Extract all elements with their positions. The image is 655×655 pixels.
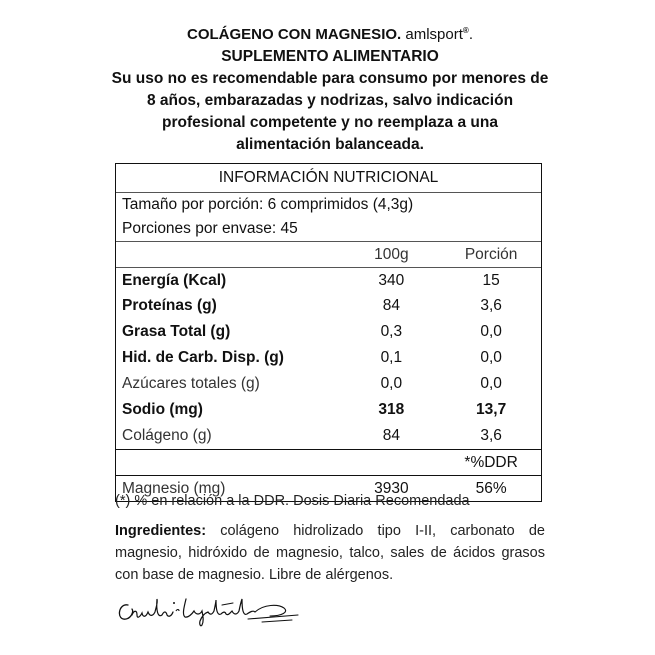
warning-line-3: profesional competente y no reemplaza a una: [162, 114, 498, 131]
nutrient-value-portion: 15: [482, 271, 500, 289]
nutrient-label: Hid. de Carb. Disp. (g): [122, 349, 284, 366]
nutrient-label: Proteínas (g): [122, 297, 217, 314]
nutrient-row-sodium: [116, 397, 541, 423]
nutrition-title-row: [116, 164, 541, 192]
brand-name: amlsport: [405, 26, 463, 43]
nutrient-value-100g: 0,0: [380, 375, 403, 392]
serving-size: Tamaño por porción: 6 comprimidos (4,3g): [122, 196, 414, 213]
label-header: [60, 20, 600, 156]
ingredients-text: colágeno hidrolizado tipo I-II, carbonato de magnesio, hidróxido de magnesio, talco, sales de ácidos grasos con base de magnesio. Libre de alérgenos.: [115, 523, 545, 583]
registered-mark: ®: [462, 26, 469, 35]
nutrient-value-100g: 3930: [374, 479, 409, 497]
nutrient-value-100g: 84: [382, 427, 400, 444]
nutrient-label: Grasa Total (g): [122, 323, 231, 340]
product-name: COLÁGENO CON MAGNESIO.: [187, 26, 402, 43]
handwritten-signature: [112, 585, 312, 630]
nutrient-label: Sodio (mg): [122, 401, 203, 418]
servings-per-container-row: [116, 217, 541, 241]
title-period: .: [468, 26, 473, 43]
nutrient-value-portion: 3,6: [480, 297, 502, 314]
nutrient-row-energy: [116, 267, 541, 293]
nutrient-value-100g: 0,1: [380, 349, 403, 366]
nutrient-value-ddr: 56%: [475, 479, 507, 497]
nutrient-label: Azúcares totales (g): [122, 375, 260, 392]
supplement-subtitle: SUPLEMENTO ALIMENTARIO: [221, 48, 439, 65]
product-title: [60, 20, 600, 46]
nutrient-value-100g: 0,3: [380, 323, 403, 340]
nutrient-label: Energía (Kcal): [122, 271, 227, 289]
column-header-100g: 100g: [374, 245, 409, 263]
warning-line-4: alimentación balanceada.: [236, 136, 424, 153]
nutrient-label: Magnesio (mg): [122, 479, 226, 497]
nutrition-title: INFORMACIÓN NUTRICIONAL: [218, 169, 439, 186]
nutrient-row-carbs: [116, 345, 541, 371]
nutrient-row-protein: [116, 293, 541, 319]
column-header-portion: Porción: [464, 245, 518, 263]
serving-size-row: [116, 192, 541, 217]
nutrient-value-portion: 0,0: [480, 349, 502, 366]
ingredients-label: Ingredientes:: [115, 523, 207, 539]
nutrition-facts-table: [115, 163, 542, 502]
column-header-row: [116, 241, 541, 267]
nutrient-value-100g: 340: [378, 271, 405, 289]
ddr-header: *%DDR: [464, 453, 518, 471]
nutrient-value-100g: 84: [382, 297, 400, 314]
ingredients-paragraph: [115, 520, 545, 586]
warning-line-1: Su uso no es recomendable para consumo por menores de: [111, 70, 549, 87]
nutrient-value-portion: 3,6: [480, 427, 502, 444]
servings-per-container: Porciones por envase: 45: [122, 220, 298, 237]
nutrient-row-sugars: [116, 371, 541, 397]
nutrient-value-portion: 13,7: [476, 401, 507, 418]
warning-line-2: 8 años, embarazadas y nodrizas, salvo indicación: [146, 92, 514, 109]
nutrient-value-portion: 0,0: [480, 323, 502, 340]
ddr-footnote: (*) % en relación a la DDR. Dosis Diaria Recomendada: [115, 493, 470, 509]
ddr-header-row: [116, 449, 541, 475]
nutrient-value-portion: 0,0: [480, 375, 502, 392]
nutrient-value-100g: 318: [378, 401, 405, 418]
nutrient-row-total-fat: [116, 319, 541, 345]
nutrient-label: Colágeno (g): [122, 427, 212, 444]
nutrient-row-collagen: [116, 423, 541, 449]
